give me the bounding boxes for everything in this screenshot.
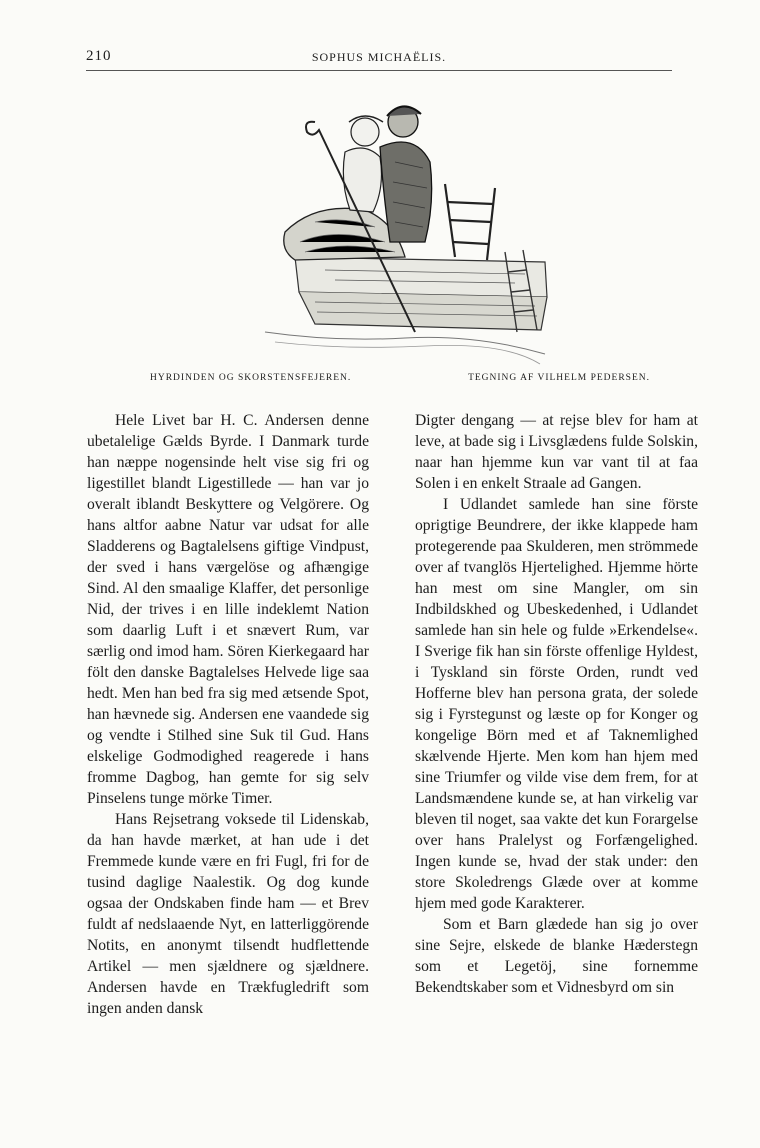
paragraph: Hans Rejsetrang voksede til Lidenskab, da han havde mærket, at han ude i det Fremmede kunde være en fri Fugl, fri for de tusind daglige Naalestik. Og dog kunde ogsaa der Ondskaben finde ham — et Brev fuldt af nedslaaende Nyt, en latterliggörende Notits, en anonymt tilsendt hudflettende Artikel — men sjældnere og sjældnere. Andersen havde en Trækfugledrift som ingen anden dansk: [87, 811, 369, 1017]
shepherdess-chimneysweep-drawing: [255, 92, 555, 372]
engraving-illustration: [255, 92, 555, 372]
page-number: 210: [86, 48, 112, 64]
paragraph-continued: Digter dengang — at rejse blev for ham at leve, at bade sig i Livsglædens fulde Solskin, naar han hjemme kun var vant til at faa Solen i en enkelt Straale ad Gangen.: [415, 412, 698, 492]
right-column: [415, 410, 698, 998]
running-head: SOPHUS MICHAËLIS.: [311, 50, 447, 64]
header-rule: [86, 70, 672, 71]
caption-title: HYRDINDEN OG SKORSTENSFEJEREN.: [150, 373, 352, 383]
paragraph: Som et Barn glædede han sig jo over sine Sejre, elskede de blanke Hæderstegn som et Legetöj, sine fornemme Bekendtskaber som et Vidnesbyrd om sin: [415, 916, 698, 996]
page-header: [86, 48, 672, 70]
paragraph: I Udlandet samlede han sine förste oprigtige Beundrere, der ikke klappede ham protegerende paa Skulderen, men strömmede over af tvanglös Hjertelighed. Hjemme hörte han mest om sine Mangler, om sin Indbildskhed og Ubeskedenhed, i Udlandet samlede han sin hele og fulde »Erkendelse«. I Sverige fik han sin förste offenlige Hyldest, i Tyskland sin förste Orden, rundt ved Hofferne blev han persona grata, der solede sig i Fyrstegunst og læste op for Konger og kongelige Börn med et af Taknemlighed skælvende Hjerte. Men kom han hjem med sine Triumfer og vilde vise dem frem, for at Landsmændene kunde se, at han virkelig var bleven til noget, saa vakte det kun Forargelse over hans Pralelyst og Forfængelighed. Ingen kunde se, hvad der stak under: den store Skoledrengs Glæde over at komme hjem med gode Karakterer.: [415, 496, 698, 912]
left-column: [87, 410, 369, 1019]
figure-caption: [150, 373, 650, 383]
paragraph: Hele Livet bar H. C. Andersen denne ubetalelige Gælds Byrde. I Danmark turde han næppe nogensinde helt vise sig fri og ligestillet blandt Ligestillede — han var jo overalt iblandt Beskyttere og Velgörere. Og hans altfor aabne Natur var udsat for alle Sladderens og Bagtalelsens giftige Vindpust, der sved i hans værgelöse og afhængige Sind. Al den smaalige Klaffer, det personlige Nid, der trives i en lille indeklemt Nation som daarlig Luft i et snævert Rum, var særlig ond imod ham. Sören Kierkegaard har fölt den danske Bagtalelses Helvede lige saa hedt. Men han bed fra sig med ætsende Spot, han hævnede sig. Andersen ene vaandede sig og vendte i Stilhed sine Suk til Gud. Hans elskelige Godmodighed reagerede i hans fromme Dagbog, han gemte for sig selv Pinselens tunge mörke Timer.: [87, 412, 369, 807]
caption-credit: TEGNING AF VILHELM PEDERSEN.: [468, 373, 650, 383]
